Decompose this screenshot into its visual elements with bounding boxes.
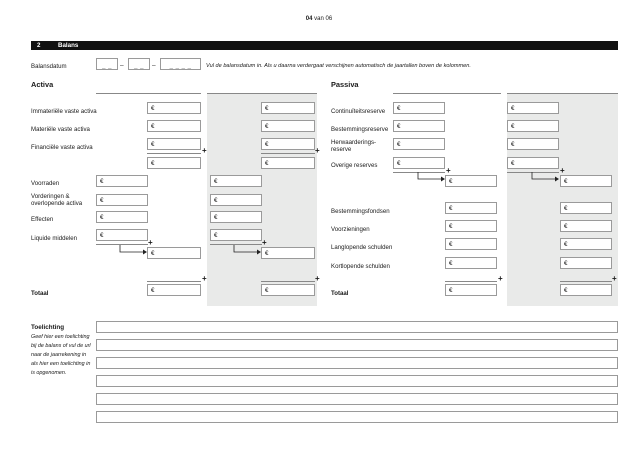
amount-field[interactable]: €	[261, 138, 315, 150]
row-label: Continuïteitsreserve	[331, 108, 386, 115]
sum-line	[147, 153, 201, 154]
amount-field[interactable]: €	[507, 102, 559, 114]
arrow-right-icon	[530, 172, 560, 184]
date-day-field[interactable]: _ _	[96, 58, 118, 70]
row-label: Bestemmingsfondsen	[331, 208, 390, 215]
toelichting-line[interactable]	[96, 357, 618, 369]
plus-icon: +	[148, 238, 153, 247]
row-label: Liquide middelen	[31, 235, 78, 242]
amount-field[interactable]: €	[96, 194, 148, 206]
amount-field[interactable]: €	[210, 175, 262, 187]
activa-title: Activa	[31, 80, 54, 89]
toelichting-description: Geef hier een toelichting bij de balans of vul de url naar de jaarrekening in als hier een toelichting in is opgenomen.	[31, 334, 91, 376]
subtotal-field[interactable]: €	[560, 175, 612, 187]
amount-field[interactable]: €	[147, 102, 201, 114]
toelichting-line[interactable]	[96, 339, 618, 351]
subtotal-field[interactable]: €	[147, 247, 201, 259]
amount-field[interactable]: €	[96, 211, 148, 223]
amount-field[interactable]: €	[507, 120, 559, 132]
toelichting-line[interactable]	[96, 393, 618, 405]
plus-icon: +	[612, 274, 617, 283]
amount-field[interactable]: €	[96, 175, 148, 187]
row-label-total: Totaal	[31, 290, 49, 297]
page-number: 04 van 06	[305, 16, 333, 22]
date-month-field[interactable]: _ _	[128, 58, 150, 70]
amount-field[interactable]: €	[560, 238, 612, 250]
row-label: Bestemmingsreserve	[331, 126, 389, 133]
arrow-right-icon	[232, 245, 262, 257]
date-separator: –	[152, 62, 156, 69]
toelichting-block	[31, 324, 91, 378]
plus-icon: +	[202, 146, 207, 155]
sum-line	[261, 281, 315, 282]
subtotal-field[interactable]: €	[261, 247, 315, 259]
toelichting-line[interactable]	[96, 375, 618, 387]
total-field[interactable]: €	[147, 284, 201, 296]
total-field[interactable]: €	[560, 284, 612, 296]
amount-field[interactable]: €	[445, 220, 497, 232]
arrow-right-icon	[416, 172, 446, 184]
subtotal-field[interactable]: €	[261, 157, 315, 169]
date-year-field[interactable]: _ _ _ _	[160, 58, 201, 70]
row-label: Overige reserves	[331, 162, 378, 169]
section-header	[31, 41, 618, 50]
row-label: Langlopende schulden	[331, 244, 393, 251]
sum-line	[261, 153, 315, 154]
amount-field[interactable]: €	[393, 102, 445, 114]
sum-line	[560, 281, 612, 282]
plus-icon: +	[315, 146, 320, 155]
amount-field[interactable]: €	[445, 202, 497, 214]
amount-field[interactable]: €	[96, 229, 148, 241]
column-year-line	[393, 93, 501, 94]
row-label: Voorraden	[31, 180, 60, 187]
amount-field[interactable]: €	[507, 138, 559, 150]
amount-field[interactable]: €	[147, 120, 201, 132]
plus-icon: +	[498, 274, 503, 283]
amount-field[interactable]: €	[210, 211, 262, 223]
section-number: 2	[37, 42, 41, 49]
amount-field[interactable]: €	[210, 194, 262, 206]
section-title: Balans	[58, 42, 79, 49]
amount-field[interactable]: €	[445, 238, 497, 250]
amount-field[interactable]: €	[560, 202, 612, 214]
plus-icon: +	[446, 166, 451, 175]
row-label: Immateriële vaste activa	[31, 108, 97, 115]
row-label: Materiële vaste activa	[31, 126, 90, 133]
amount-field[interactable]: €	[210, 229, 262, 241]
total-field[interactable]: €	[261, 284, 315, 296]
sum-line	[445, 281, 497, 282]
plus-icon: +	[262, 238, 267, 247]
amount-field[interactable]: €	[393, 120, 445, 132]
column-year-line	[207, 93, 317, 94]
plus-icon: +	[202, 274, 207, 283]
subtotal-field[interactable]: €	[147, 157, 201, 169]
row-label: Financiële vaste activa	[31, 144, 93, 151]
row-label: Voorzieningen	[331, 226, 370, 233]
total-field[interactable]: €	[445, 284, 497, 296]
amount-field[interactable]: €	[507, 157, 559, 169]
toelichting-line[interactable]	[96, 321, 618, 333]
amount-field[interactable]: €	[393, 138, 445, 150]
column-year-line	[96, 93, 201, 94]
row-label: Kortlopende schulden	[331, 263, 390, 270]
amount-field[interactable]: €	[560, 257, 612, 269]
plus-icon: +	[560, 166, 565, 175]
balance-date-label: Balansdatum	[31, 63, 67, 70]
balance-date-hint: Vul de balansdatum in. Als u daarna verdergaat verschijnen automatisch de jaartallen boven de kolommen.	[206, 63, 471, 69]
passiva-title: Passiva	[331, 80, 359, 89]
amount-field[interactable]: €	[147, 138, 201, 150]
toelichting-line[interactable]	[96, 411, 618, 423]
column-year-line	[507, 93, 618, 94]
row-label: Vorderingen & overlopende activa	[31, 193, 83, 207]
row-label: Effecten	[31, 216, 54, 223]
amount-field[interactable]: €	[261, 120, 315, 132]
arrow-right-icon	[118, 245, 148, 257]
sum-line	[147, 281, 201, 282]
subtotal-field[interactable]: €	[445, 175, 497, 187]
date-separator: –	[120, 62, 124, 69]
amount-field[interactable]: €	[445, 257, 497, 269]
amount-field[interactable]: €	[393, 157, 445, 169]
amount-field[interactable]: €	[560, 220, 612, 232]
row-label: Herwaarderings-reserve	[331, 139, 377, 153]
amount-field[interactable]: €	[261, 102, 315, 114]
plus-icon: +	[315, 274, 320, 283]
row-label-total: Totaal	[331, 290, 349, 297]
toelichting-title: Toelichting	[31, 324, 65, 331]
